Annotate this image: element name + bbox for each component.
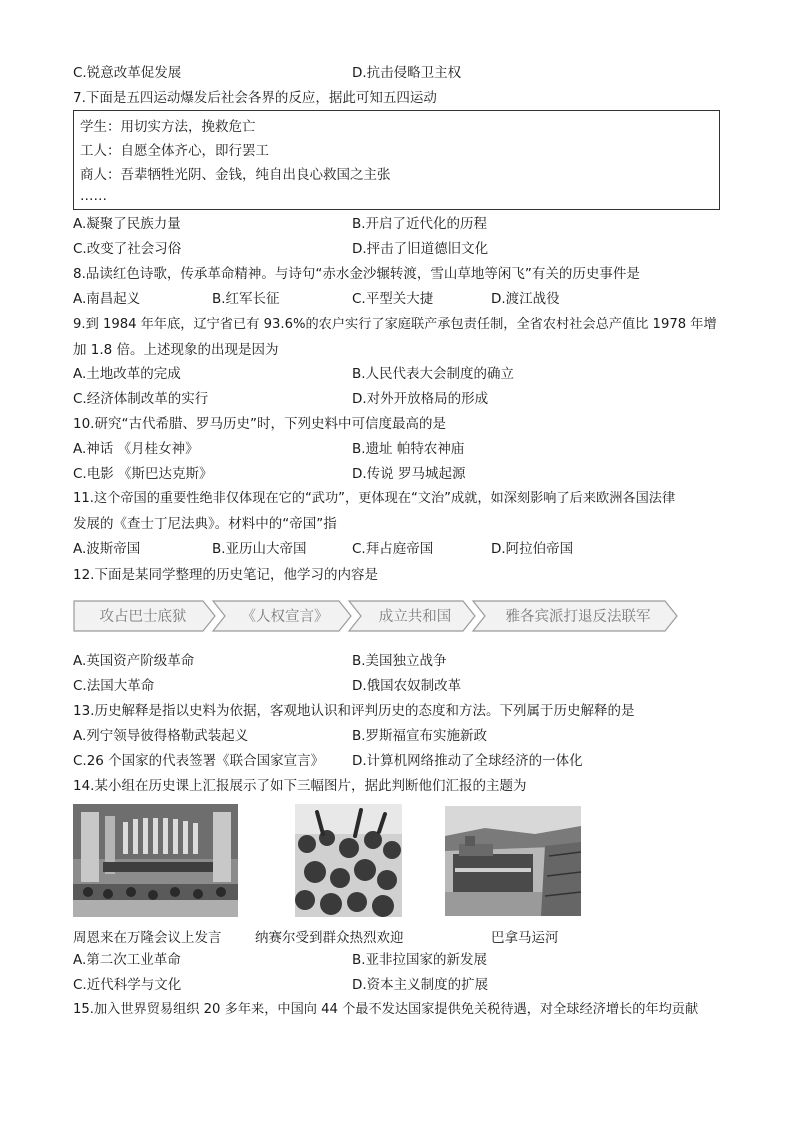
q7-box-line: 商人：吾辈牺牲光阴、金钱，纯自出良心救国之主张: [80, 167, 391, 183]
q11-option-b: B.亚历山大帝国: [212, 541, 307, 557]
q11-stem-line2: 发展的《查士丁尼法典》。材料中的“帝国”指: [73, 516, 337, 532]
q10-option-d: D.传说 罗马城起源: [352, 466, 466, 482]
q10-option-b: B.遗址 帕特农神庙: [352, 441, 465, 457]
q12-stem: 12.下面是某同学整理的历史笔记，他学习的内容是: [73, 567, 378, 583]
q7-box-line: 学生：用切实方法，挽救危亡: [80, 119, 256, 135]
q14-option-b: B.亚非拉国家的新发展: [352, 952, 488, 968]
q9-stem-line1: 9.到 1984 年年底，辽宁省已有 93.6%的农户实行了家庭联产承包责任制，全省农村社会总产值比 1978 年增: [73, 317, 717, 332]
q8-option-d: D.渡江战役: [491, 291, 560, 307]
q11-option-a: A.波斯帝国: [73, 541, 141, 557]
q8-option-a: A.南昌起义: [73, 291, 141, 307]
q12-option-b: B.美国独立战争: [352, 653, 447, 669]
q13-stem: 13.历史解释是指以史料为依据，客观地认识和评判历史的态度和方法。下列属于历史解释的是: [73, 703, 635, 719]
chain-step: 成立共和国: [378, 609, 452, 625]
q7-quote-box: [73, 110, 720, 210]
q11-option-c: C.拜占庭帝国: [352, 541, 434, 557]
q7-option-c: C.改变了社会习俗: [73, 241, 182, 257]
q14-option-c: C.近代科学与文化: [73, 977, 182, 993]
panama-canal-photo: [445, 806, 581, 916]
q10-stem: 10.研究“古代希腊、罗马历史”时，下列史料中可信度最高的是: [73, 416, 446, 432]
q12-option-c: C.法国大革命: [73, 678, 155, 694]
chain-step: 攻占巴士底狱: [99, 609, 187, 625]
q7-option-a: A.凝聚了民族力量: [73, 216, 181, 232]
q9-option-b: B.人民代表大会制度的确立: [352, 366, 515, 382]
q12-option-d: D.俄国农奴制改革: [352, 678, 462, 694]
photo3-caption: 巴拿马运河: [491, 930, 559, 946]
q7-stem: 7.下面是五四运动爆发后社会各界的反应，据此可知五四运动: [73, 90, 437, 106]
q9-stem-line2: 加 1.8 倍。上述现象的出现是因为: [73, 342, 279, 358]
chain-step: 雅各宾派打退反法联军: [505, 609, 651, 625]
q6-option-d: D.抗击侵略卫主权: [352, 65, 462, 81]
q7-option-b: B.开启了近代化的历程: [352, 216, 488, 232]
q10-option-c: C.电影 《斯巴达克斯》: [73, 466, 213, 482]
q7-box-line: 工人：自愿全体齐心，即行罢工: [80, 143, 269, 159]
chain-step: 《人权宣言》: [241, 609, 329, 625]
q13-option-d: D.计算机网络推动了全球经济的一体化: [352, 753, 583, 769]
q7-box-line: ……: [80, 188, 107, 204]
q14-stem: 14.某小组在历史课上汇报展示了如下三幅图片，据此判断他们汇报的主题为: [73, 778, 527, 794]
q9-option-a: A.土地改革的完成: [73, 366, 181, 382]
q8-option-c: C.平型关大捷: [352, 291, 434, 307]
q15-stem: 15.加入世界贸易组织 20 多年来，中国向 44 个最不发达国家提供免关税待遇，对全球经济增长的年均贡献: [73, 1002, 699, 1017]
q10-option-a: A.神话 《月桂女神》: [73, 441, 199, 457]
nasser-crowd-photo: [295, 804, 402, 917]
bandung-conference-photo: [73, 804, 238, 917]
q9-option-d: D.对外开放格局的形成: [352, 391, 489, 407]
q8-stem: 8.品读红色诗歌，传承革命精神。与诗句“赤水金沙辗转渡，雪山草地等闲飞”有关的历史事件是: [73, 266, 640, 282]
q6-option-c: C.锐意改革促发展: [73, 65, 182, 81]
q11-option-d: D.阿拉伯帝国: [491, 541, 574, 557]
q9-option-c: C.经济体制改革的实行: [73, 391, 209, 407]
q14-option-d: D.资本主义制度的扩展: [352, 977, 489, 993]
photo2-caption: 纳赛尔受到群众热烈欢迎: [255, 930, 404, 946]
q12-option-a: A.英国资产阶级革命: [73, 653, 195, 669]
q11-stem-line1: 11.这个帝国的重要性绝非仅体现在它的“武功”，更体现在“文治”成就，如深刻影响了后来欧洲各国法律: [73, 491, 676, 506]
q7-option-d: D.抨击了旧道德旧文化: [352, 241, 489, 257]
q8-option-b: B.红军长征: [212, 291, 280, 307]
q13-option-a: A.列宁领导彼得格勒武装起义: [73, 728, 249, 744]
photo1-caption: 周恩来在万隆会议上发言: [73, 930, 222, 946]
q12-note-chain: [73, 598, 679, 634]
q14-option-a: A.第二次工业革命: [73, 952, 181, 968]
q13-option-c: C.26 个国家的代表签署《联合国家宣言》: [73, 753, 325, 769]
q13-option-b: B.罗斯福宣布实施新政: [352, 728, 488, 744]
